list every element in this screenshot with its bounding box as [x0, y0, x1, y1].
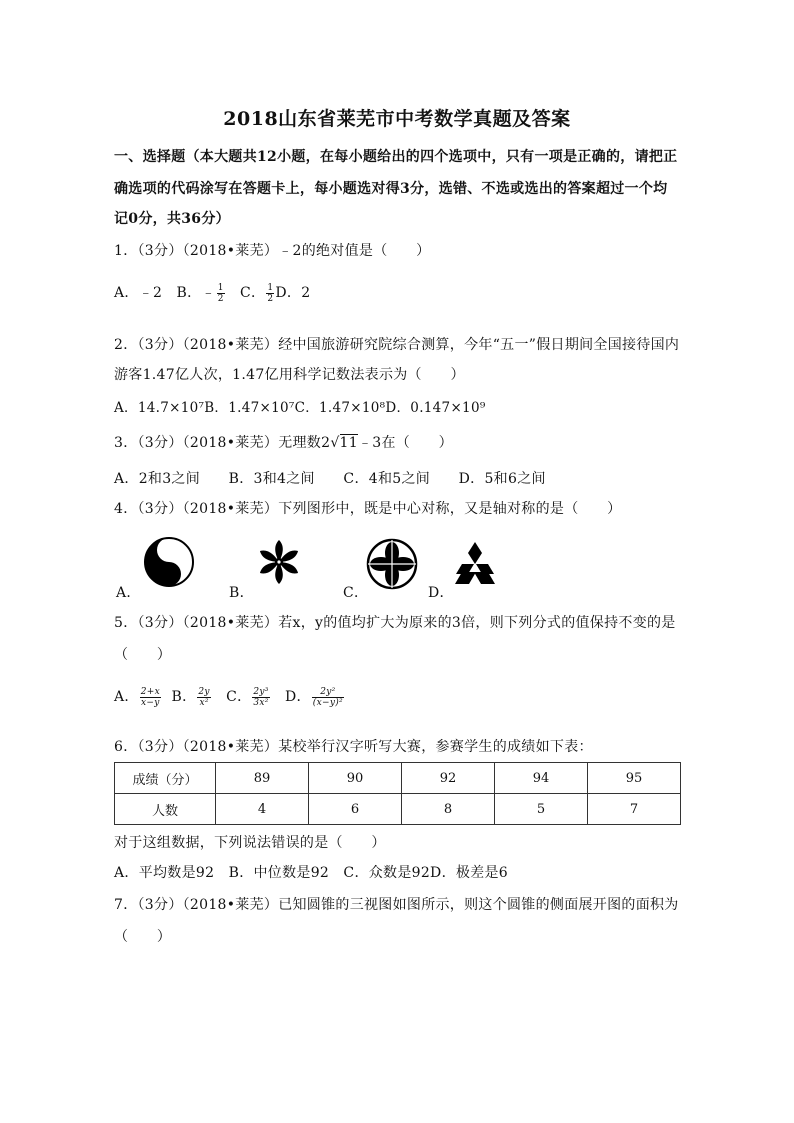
table-cell: 成绩（分） — [115, 763, 216, 794]
question-1-options — [114, 282, 310, 304]
q5-a-numerator: 2+x — [140, 686, 160, 697]
sqrt-symbol: √ — [330, 435, 340, 451]
four-petal-circle-figure — [366, 538, 418, 590]
q5-d-numerator: 2y² — [312, 687, 344, 698]
q5-c-numerator: 2y³ — [253, 686, 269, 697]
question-6-prompt: 对于这组数据，下列说法错误的是（ ） — [114, 835, 386, 851]
table-cell: 89 — [216, 763, 309, 794]
q1-option-b-fraction — [217, 283, 225, 304]
q4-label-b: B． — [229, 585, 254, 601]
table-cell: 人数 — [115, 794, 216, 825]
q5-d-denominator: (x−y)² — [312, 697, 343, 708]
q3-stem-post: ﹣3在（ ） — [357, 435, 453, 451]
question-4-stem: 4．（3分）（2018•莱芜）下列图形中，既是中心对称，又是轴对称的是（ ） — [114, 501, 622, 517]
q1-b-denominator: 2 — [217, 293, 224, 304]
question-5-options — [114, 686, 345, 708]
q1-option-d: D．2 — [275, 285, 311, 301]
question-2-line-2: 游客1.47亿人次，1.47亿用科学记数法表示为（ ） — [114, 367, 465, 383]
table-cell: 6 — [309, 794, 402, 825]
q5-option-a-fraction — [140, 687, 161, 708]
q5-b-denominator: x² — [199, 697, 209, 708]
q5-a-denominator: x−y — [141, 697, 160, 708]
q3-radicand: 11 — [339, 435, 358, 451]
three-diamonds-figure — [450, 542, 500, 586]
table-cell: 94 — [495, 763, 588, 794]
q5-label-a: A． — [114, 689, 139, 705]
question-7-line-2: （ ） — [114, 929, 172, 945]
question-6-stem: 6．（3分）（2018•莱芜）某校举行汉字听写大赛，参赛学生的成绩如下表： — [114, 739, 593, 755]
q1-c-denominator: 2 — [267, 293, 274, 304]
q5-b-numerator: 2y — [198, 686, 210, 697]
page-title: 2018山东省莱芜市中考数学真题及答案 — [223, 108, 571, 130]
question-3-options: A．2和3之间 B．3和4之间 C．4和5之间 D．5和6之间 — [114, 471, 546, 487]
section-instructions-line-2: 确选项的代码涂写在答题卡上，每小题选对得3分，选错、不选或选出的答案超过一个均 — [114, 181, 668, 197]
q3-stem-pre: 3．（3分）（2018•莱芜）无理数2 — [114, 435, 331, 451]
table-cell: 5 — [495, 794, 588, 825]
score-table — [114, 762, 681, 825]
q5-label-d: D． — [284, 689, 311, 705]
question-5-line-1: 5．（3分）（2018•莱芜）若x，y的值均扩大为原来的3倍，则下列分式的值保持不变的是 — [114, 615, 676, 631]
q5-option-d-fraction — [312, 687, 344, 708]
table-cell: 4 — [216, 794, 309, 825]
table-cell: 7 — [588, 794, 681, 825]
section-instructions-line-1: 一、选择题（本大题共12小题，在每小题给出的四个选项中，只有一项是正确的，请把正 — [114, 149, 678, 165]
question-6-options: A．平均数是92 B．中位数是92 C．众数是92D．极差是6 — [114, 865, 508, 881]
section-instructions-line-3: 记0分，共36分） — [114, 211, 230, 227]
table-row — [115, 794, 681, 825]
table-cell: 95 — [588, 763, 681, 794]
question-7-line-1: 7．（3分）（2018•莱芜）已知圆锥的三视图如图所示，则这个圆锥的侧面展开图的面积为 — [114, 897, 679, 913]
table-row — [115, 763, 681, 794]
q4-label-c: C． — [343, 585, 369, 601]
yin-yang-figure — [143, 536, 195, 588]
q1-b-numerator: 1 — [217, 282, 224, 293]
question-2-line-1: 2．（3分）（2018•莱芜）经中国旅游研究院综合测算，今年“五一”假日期间全国接待国内 — [114, 337, 680, 353]
table-cell: 92 — [402, 763, 495, 794]
q5-option-c-fraction — [252, 687, 269, 708]
q4-label-a: A． — [116, 585, 141, 601]
q5-c-denominator: 3x² — [253, 697, 269, 708]
q5-label-b: B． — [171, 689, 197, 705]
q1-option-c-label: C． — [225, 285, 266, 301]
question-3-stem — [114, 432, 453, 452]
q1-option-c-fraction — [266, 283, 274, 304]
q5-option-b-fraction — [197, 687, 210, 708]
q1-option-a: A．﹣2 B．﹣ — [114, 285, 216, 301]
table-cell: 8 — [402, 794, 495, 825]
table-cell: 90 — [309, 763, 402, 794]
question-5-line-2: （ ） — [114, 647, 172, 663]
q1-c-numerator: 1 — [267, 282, 274, 293]
question-2-options: A．14.7×10⁷B．1.47×10⁷C．1.47×10⁸D．0.147×10⁹ — [114, 400, 486, 416]
pinwheel-figure — [255, 538, 303, 586]
question-1-stem: 1．（3分）（2018•莱芜）﹣2的绝对值是（ ） — [114, 243, 431, 259]
q4-label-d: D． — [428, 585, 454, 601]
q5-label-c: C． — [226, 689, 252, 705]
